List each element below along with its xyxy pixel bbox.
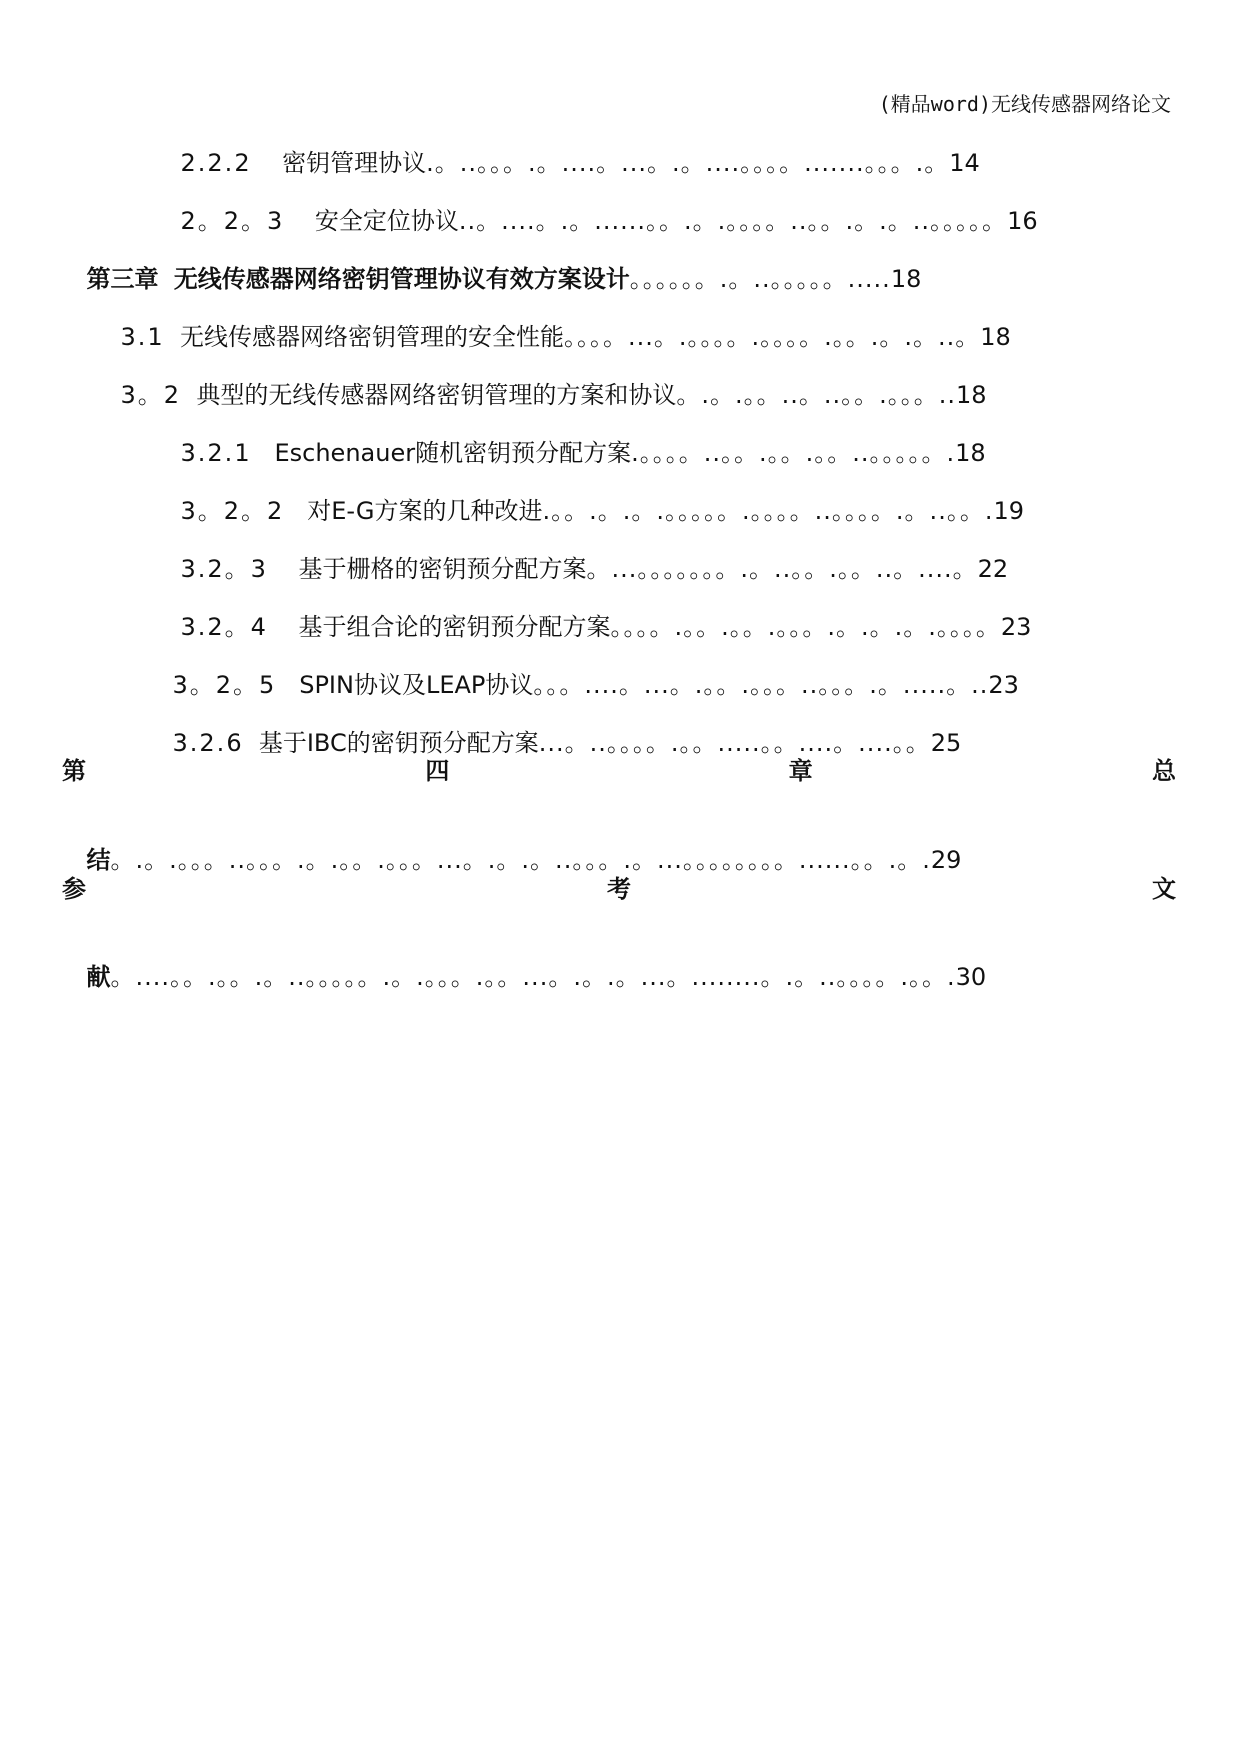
toc-page: 19 xyxy=(993,497,1024,525)
toc-entry-chapter-4[interactable] xyxy=(62,756,1176,786)
toc-title: 密钥管理协议 xyxy=(282,149,427,177)
toc-leader: 。...。。。。。。。.。..。。.。。..。....。 xyxy=(586,555,978,583)
toc-page: 18 xyxy=(956,381,987,409)
chapter4-tail: 结 xyxy=(86,846,111,874)
toc-page: 18 xyxy=(980,323,1011,351)
toc-number: 2。2。3 xyxy=(180,207,285,235)
toc-page: 25 xyxy=(930,729,962,757)
toc-leader: 。。。。...。.。。。。.。。。。.。。.。.。..。 xyxy=(563,323,981,351)
toc-number: 第三章 xyxy=(86,265,159,293)
toc-page: 22 xyxy=(977,555,1009,583)
toc-number: 3.2.6 xyxy=(172,729,244,757)
chapter4-char: 第 xyxy=(62,757,86,785)
toc-page: 18 xyxy=(890,265,922,293)
toc-title: 对E-G方案的几种改进 xyxy=(307,497,543,525)
toc-title: 安全定位协议 xyxy=(314,207,459,235)
references-tail: 献 xyxy=(86,963,111,991)
toc-title: 基于组合论的密钥预分配方案 xyxy=(298,613,611,641)
toc-number: 3.2。4 xyxy=(180,613,268,641)
toc-title: SPIN协议及LEAP协议 xyxy=(299,671,534,699)
toc-leader: 。。。。.。。.。。.。。。.。.。.。.。。。。 xyxy=(610,613,1001,641)
toc-page: 23 xyxy=(1000,613,1032,641)
chapter4-char: 总 xyxy=(1151,757,1176,785)
toc-number: 2.2.2 xyxy=(180,149,252,177)
toc-title: 典型的无线传感器网络密钥管理的方案和协议 xyxy=(196,381,677,409)
toc-page: 18 xyxy=(955,439,986,467)
document-header: (精品word)无线传感器网络论文 xyxy=(878,92,1171,116)
toc-page: 14 xyxy=(949,149,980,177)
toc-page: 29 xyxy=(930,846,962,874)
toc-leader: ..。....。.。......。。.。.。。。。..。。.。.。..。。。。。 xyxy=(458,207,1008,235)
references-char: 考 xyxy=(607,875,631,903)
toc-number: 3。2。2 xyxy=(180,497,285,525)
toc-title: 基于IBC的密钥预分配方案 xyxy=(258,729,539,757)
toc-leader: 。....。。.。。.。..。。。。。.。.。。。.。。...。.。.。...。........。.。..。。。。.。。. xyxy=(110,963,956,991)
toc-title: 无线传感器网络密钥管理协议有效方案设计 xyxy=(173,265,630,293)
toc-page: 30 xyxy=(955,963,987,991)
toc-entry-references[interactable] xyxy=(62,874,1176,904)
toc-page: 23 xyxy=(988,671,1019,699)
toc-page: 16 xyxy=(1007,207,1038,235)
toc-leader: 。。。。。。.。..。。。。。..... xyxy=(629,265,891,293)
toc-entry-references-cont[interactable] xyxy=(56,932,986,1022)
chapter4-char: 章 xyxy=(788,757,813,785)
toc-leader: .。。。。..。。.。。.。。..。。。。。. xyxy=(631,439,956,467)
toc-title: 基于栅格的密钥预分配方案 xyxy=(298,555,587,583)
toc-title: 无线传感器网络密钥管理的安全性能 xyxy=(179,323,564,351)
toc-leader: ...。..。。。。.。。.....。。....。....。。 xyxy=(538,729,931,757)
references-char: 文 xyxy=(1152,875,1176,903)
toc-leader: 。.。.。。。..。。。.。.。。.。。。...。.。.。..。。。.。...。。。。。。。。......。。.。. xyxy=(110,846,931,874)
toc-number: 3。2 xyxy=(120,381,182,409)
toc-number: 3。2。5 xyxy=(172,671,277,699)
toc-title: Eschenauer随机密钥预分配方案 xyxy=(274,439,632,467)
chapter4-char: 四 xyxy=(425,757,450,785)
toc-leader: 。。。....。...。.。。.。。。..。。。.。.....。.. xyxy=(533,671,989,699)
references-char: 参 xyxy=(62,875,86,903)
toc-leader: 。.。.。。..。..。。.。。。.. xyxy=(676,381,956,409)
toc-number: 3.2.1 xyxy=(180,439,252,467)
toc-number: 3.2。3 xyxy=(180,555,268,583)
toc-number: 3.1 xyxy=(120,323,165,351)
toc-leader: .。..。。。.。....。...。.。....。。。。.......。。。.。 xyxy=(426,149,950,177)
toc-leader: .。。.。.。.。。。。。.。。。。..。。。。.。..。。. xyxy=(542,497,994,525)
